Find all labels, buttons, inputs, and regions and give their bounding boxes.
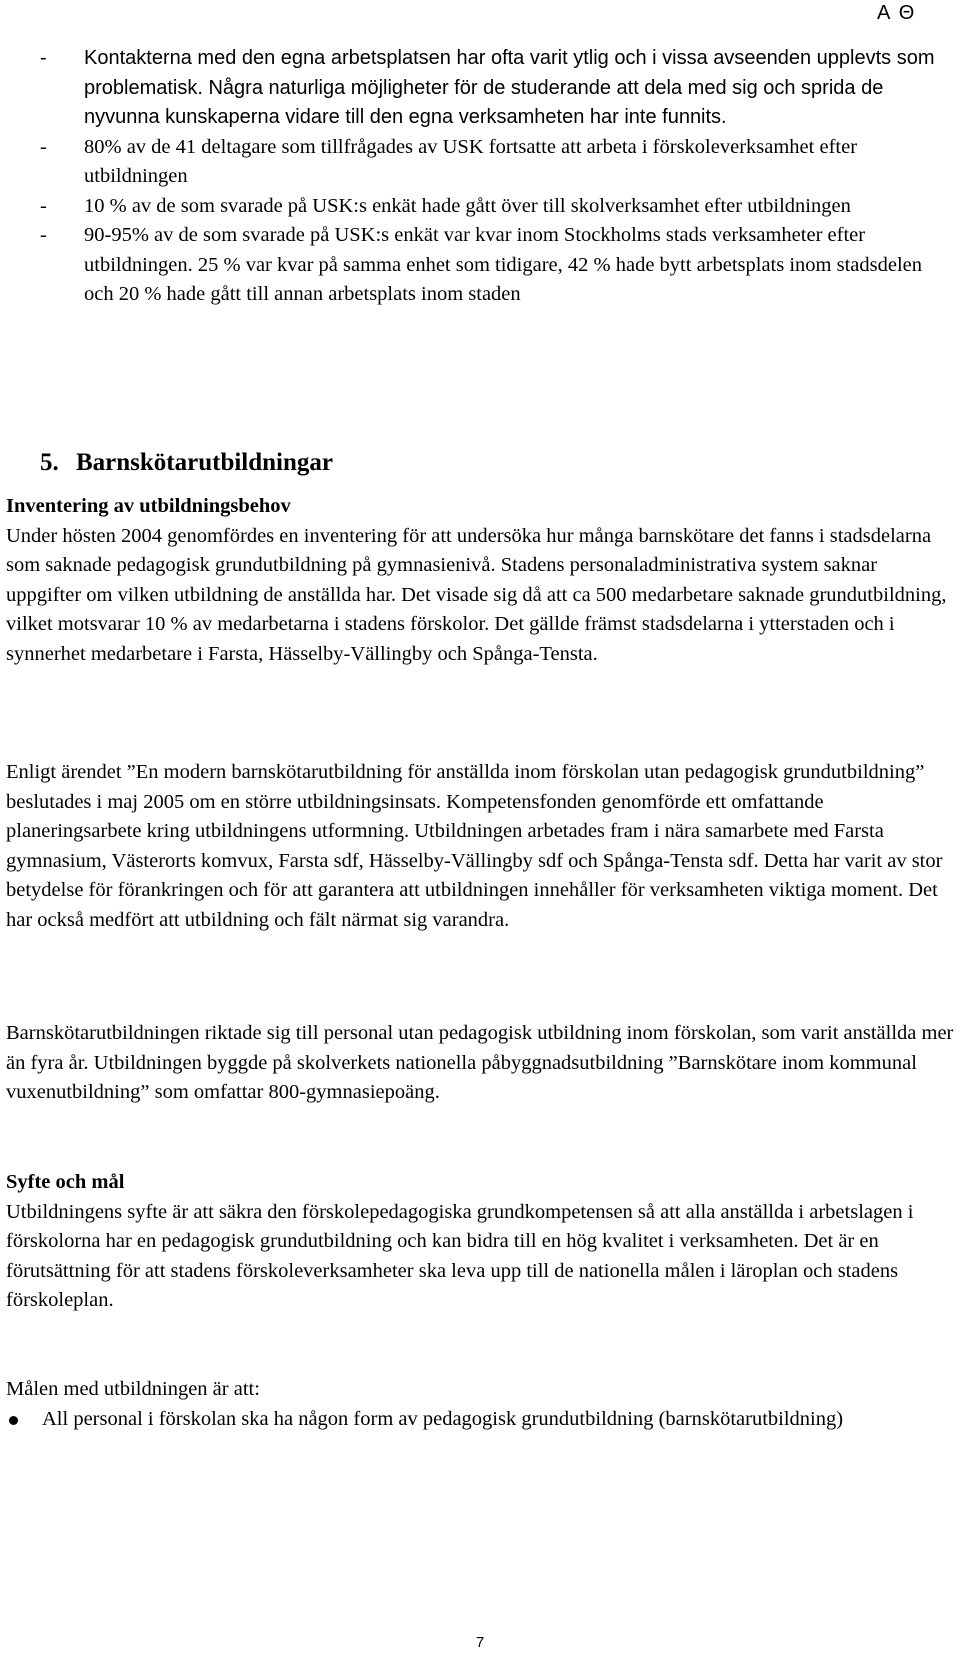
goals-section — [6, 1375, 954, 1434]
dash-marker: - — [40, 135, 47, 158]
paragraph-modern-education — [6, 758, 954, 935]
purpose-section — [6, 1168, 954, 1316]
inventory-section — [6, 492, 954, 669]
list-item-text: All personal i förskolan ska ha någon form av pedagogisk grundutbildning (barnskötarutbildning) — [42, 1407, 844, 1430]
goals-list — [6, 1405, 954, 1435]
bullet-dot-icon — [9, 1416, 18, 1425]
list-item — [40, 192, 945, 222]
list-item — [40, 133, 945, 192]
paragraph-text: Enligt ärendet ”En modern barnskötarutbildning för anställda inom förskolan utan pedagogisk grundutbildning” beslutades i maj 2005 om en större utbildningsinsats. Kompetensfonden genomförde ett omfattande planeringsarbete kring utbildningens utformning. Utbildningen arbetades fram i nära samarbete med Farsta gymnasium, Västerorts komvux, Farsta sdf, Hässelby-Vällingby sdf och Spånga-Tensta sdf. Detta har varit av stor betydelse för förankringen och för att garantera att utbildningen innehåller för verksamheten viktiga moment. Det har också medfört att utbildning och fält närmat sig varandra. — [6, 761, 943, 931]
inventory-paragraph: Under hösten 2004 genomfördes en inventering för att undersöka hur många barnskötare det fanns i stadsdelarna som saknade pedagogisk grundutbildning på gymnasienivå. Stadens personaladministrativa system saknar uppgifter om vilken utbildning de anställda har. Det visade sig då att ca 500 medarbetare saknade grundutbildning, vilket motsvarar 10 % av medarbetarna i stadens förskolor. Det gällde främst stadsdelarna i ytterstaden och i synnerhet medarbetare i Farsta, Hässelby-Vällingby och Spånga-Tensta. — [6, 524, 947, 665]
section-heading — [40, 446, 333, 480]
list-item-text: 10 % av de som svarade på USK:s enkät hade gått över till skolverksamhet efter utbildningen — [84, 194, 851, 217]
section-number: 5. — [40, 449, 59, 476]
purpose-paragraph: Utbildningens syfte är att säkra den förskolepedagogiska grundkompetensen så att alla anställda i arbetslagen i förskolorna har en pedagogisk grundutbildning och kan bidra till en hög kvalitet i verksamheten. Det är en förutsättning för att stadens förskoleverksamheter ska leva upp till de nationella målen i läroplan och stadens förskoleplan. — [6, 1200, 914, 1311]
list-item-text: Kontakterna med den egna arbetsplatsen har ofta varit ytlig och i vissa avseenden upplevts som problematisk. Några naturliga möjligheter för de studerande att dela med sig och sprida de nyvunna kunskaperna vidare till den egna verksamheten har inte funnits. — [84, 47, 935, 128]
dash-marker: - — [40, 194, 47, 217]
section-title: Barnskötarutbildningar — [76, 449, 334, 476]
dash-marker: - — [40, 224, 47, 246]
list-item-text: 90-95% av de som svarade på USK:s enkät var kvar inom Stockholms stads verksamheter efter utbildningen. 25 % var kvar på samma enhet som tidigare, 42 % hade bytt arbetsplats inom stadsdelen och 20 % hade gått till annan arbetsplats inom staden — [84, 224, 923, 305]
dash-marker: - — [40, 47, 47, 69]
paragraph-text: Barnskötarutbildningen riktade sig till personal utan pedagogisk utbildning inom förskolan, som varit anställda mer än fyra år. Utbildningen byggde på skolverkets nationella påbyggnadsutbildning ”Barnskötare inom kommunal vuxenutbildning” som omfattar 800-gymnasiepoäng. — [6, 1022, 954, 1103]
list-item — [40, 44, 945, 133]
list-item-text: 80% av de 41 deltagare som tillfrågades av USK fortsatte att arbeta i förskoleverksamhet efter utbildningen — [84, 135, 858, 187]
paragraph-target-group — [6, 1019, 954, 1108]
header-corner-marker: A Θ — [877, 2, 917, 24]
page-number: 7 — [475, 1634, 485, 1651]
intro-dash-list — [40, 44, 945, 310]
purpose-heading: Syfte och mål — [6, 1171, 125, 1193]
list-item — [40, 221, 945, 310]
goals-intro: Målen med utbildningen är att: — [6, 1378, 260, 1400]
inventory-heading: Inventering av utbildningsbehov — [6, 495, 291, 517]
list-item — [6, 1405, 954, 1435]
